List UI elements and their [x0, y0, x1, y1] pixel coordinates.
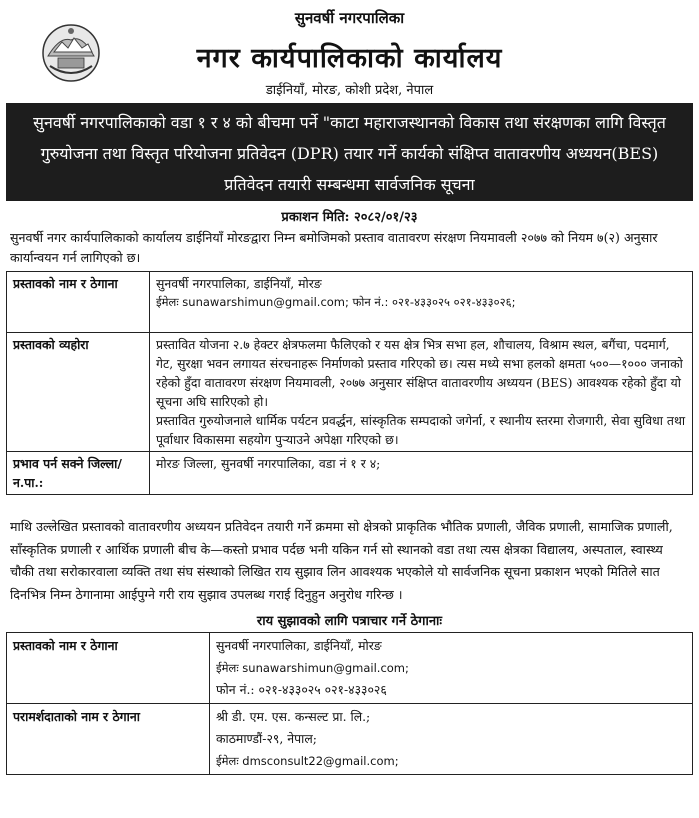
proposer-name: सुनवर्षी नगरपालिका, डाईनियाँ, मोरङ	[216, 638, 382, 653]
publication-date: प्रकाशन मिति: २०८२/०१/२३	[281, 210, 418, 225]
row-value	[210, 704, 693, 775]
row-label: प्रस्तावको व्यहोरा	[7, 333, 150, 452]
row-value	[150, 272, 693, 333]
correspondence-title: राय सुझावको लागि पत्राचार गर्ने ठेगानाः	[256, 614, 443, 629]
notice-title-banner: सुनवर्षी नगरपालिकाको वडा १ र ४ को बीचमा पर्ने "काटा महाराजस्थानको विकास तथा संरक्षणका लागि विस्तृत गुरुयोजना तथा विस्तृत परियोजना प्रतिवेदन (DPR) तयार गर्ने कार्यको संक्षिप्त वातावरणीय अध्ययन(BES) प्रतिवेदन तयारी सम्बन्धमा सार्वजनिक सूचना	[6, 103, 693, 201]
table-row	[7, 452, 693, 495]
proposal-details-table	[6, 271, 693, 495]
municipality-name: सुनवर्षी नगरपालिका	[294, 9, 405, 27]
proposal-description: प्रस्तावित योजना २.७ हेक्टर क्षेत्रफलमा फैलिएको र यस क्षेत्र भित्र सभा हल, शौचालय, विश्राम स्थल, बगैंचा, पदमार्ग, गेट, सुरक्षा भवन लगायत संरचनाहरू निर्माणको प्रस्ताव गरिएको छ। त्यस मध्ये सभा हलको क्षमता ५००—१००० जनाको रहेको हुँदा वातावरण संरक्षण नियमावली, २०७७ अनुसार संक्षिप्त वातावरणीय अध्ययन (BES) आवश्यक रहेको हुँदा यो सूचना अघि सारिएको हो।	[156, 337, 683, 409]
consultant-name: श्री डी. एम. एस. कन्सल्ट प्रा. लि.;	[216, 709, 371, 724]
table-row	[7, 704, 693, 775]
table-row	[7, 333, 693, 452]
proposer-phone: फोन नं.: ०२१-४३३०२५ ०२१-४३३०२६	[216, 682, 387, 697]
proposer-email: ईमेलः sunawarshimun@gmail.com;	[216, 661, 409, 675]
row-value	[150, 452, 693, 495]
office-title: नगर कार्यपालिकाको कार्यालय	[196, 43, 503, 74]
row-value	[210, 633, 693, 704]
row-value	[150, 333, 693, 452]
body-paragraph: माथि उल्लेखित प्रस्तावको वातावरणीय अध्ययन प्रतिवेदन तयारी गर्ने क्रममा सो क्षेत्रको प्राकृतिक भौतिक प्रणाली, जैविक प्रणाली, सामाजिक प्रणाली, साँस्कृतिक प्रणाली र आर्थिक प्रणाली बीच के—कस्तो प्रभाव पर्दछ भनी यकिन गर्न सो स्थानको वडा तथा त्यस क्षेत्रका विद्यालय, अस्पताल, स्वास्थ्य चौकी तथा सरोकारवाला व्यक्ति तथा संघ संस्थाको लिखित राय सुझाव लिन आवश्यक भएकोले यो सार्वजनिक सूचना प्रकाशन भएको मितिले सात दिनभित्र निम्न ठेगानामा आईपुग्ने गरी राय सुझाव उपलब्ध गराई दिनुहुन अनुरोध गरिन्छ ।	[10, 519, 673, 602]
intro-paragraph: सुनवर्षी नगर कार्यपालिकाको कार्यालय डाईनियाँ मोरङद्वारा निम्न बमोजिमको प्रस्ताव वातावरण संरक्षण नियमावली २०७७ को नियम ७(२) अनुसार कार्यान्वयन गर्न लागिएको छ।	[10, 230, 658, 265]
row-label: परामर्शदाताको नाम र ठेगाना	[7, 704, 210, 775]
correspondence-table	[6, 632, 693, 775]
affected-area: मोरङ जिल्ला, सुनवर्षी नगरपालिका, वडा नं १ र ४;	[156, 456, 381, 471]
row-label: प्रभाव पर्न सक्ने जिल्ला/ न.पा.:	[7, 452, 150, 495]
office-address: डाईनियाँ, मोरङ, कोशी प्रदेश, नेपाल	[265, 83, 434, 98]
row-label: प्रस्तावको नाम र ठेगाना	[7, 633, 210, 704]
proposer-contact: ईमेलः sunawarshimun@gmail.com; फोन नं.: ०२१-४३३०२५ ०२१-४३३०२६;	[156, 295, 516, 309]
consultant-email: ईमेलः dmsconsult22@gmail.com;	[216, 754, 399, 768]
consultant-address: काठमाण्डौं-२९, नेपाल;	[216, 731, 317, 746]
table-row	[7, 272, 693, 333]
table-row	[7, 633, 693, 704]
proposer-name: सुनवर्षी नगरपालिका, डाईनियाँ, मोरङ	[156, 276, 322, 291]
row-label: प्रस्तावको नाम र ठेगाना	[7, 272, 150, 333]
proposal-expectation: प्रस्तावित गुरुयोजनाले धार्मिक पर्यटन प्रवर्द्धन, सांस्कृतिक सम्पदाको जगेर्ना, र स्थानीय स्तरमा रोजगारी, सेवा सुविधा तथा पूर्वाधार विकासमा सहयोग पुऱ्याउने अपेक्षा गरिएको छ।	[156, 413, 686, 447]
